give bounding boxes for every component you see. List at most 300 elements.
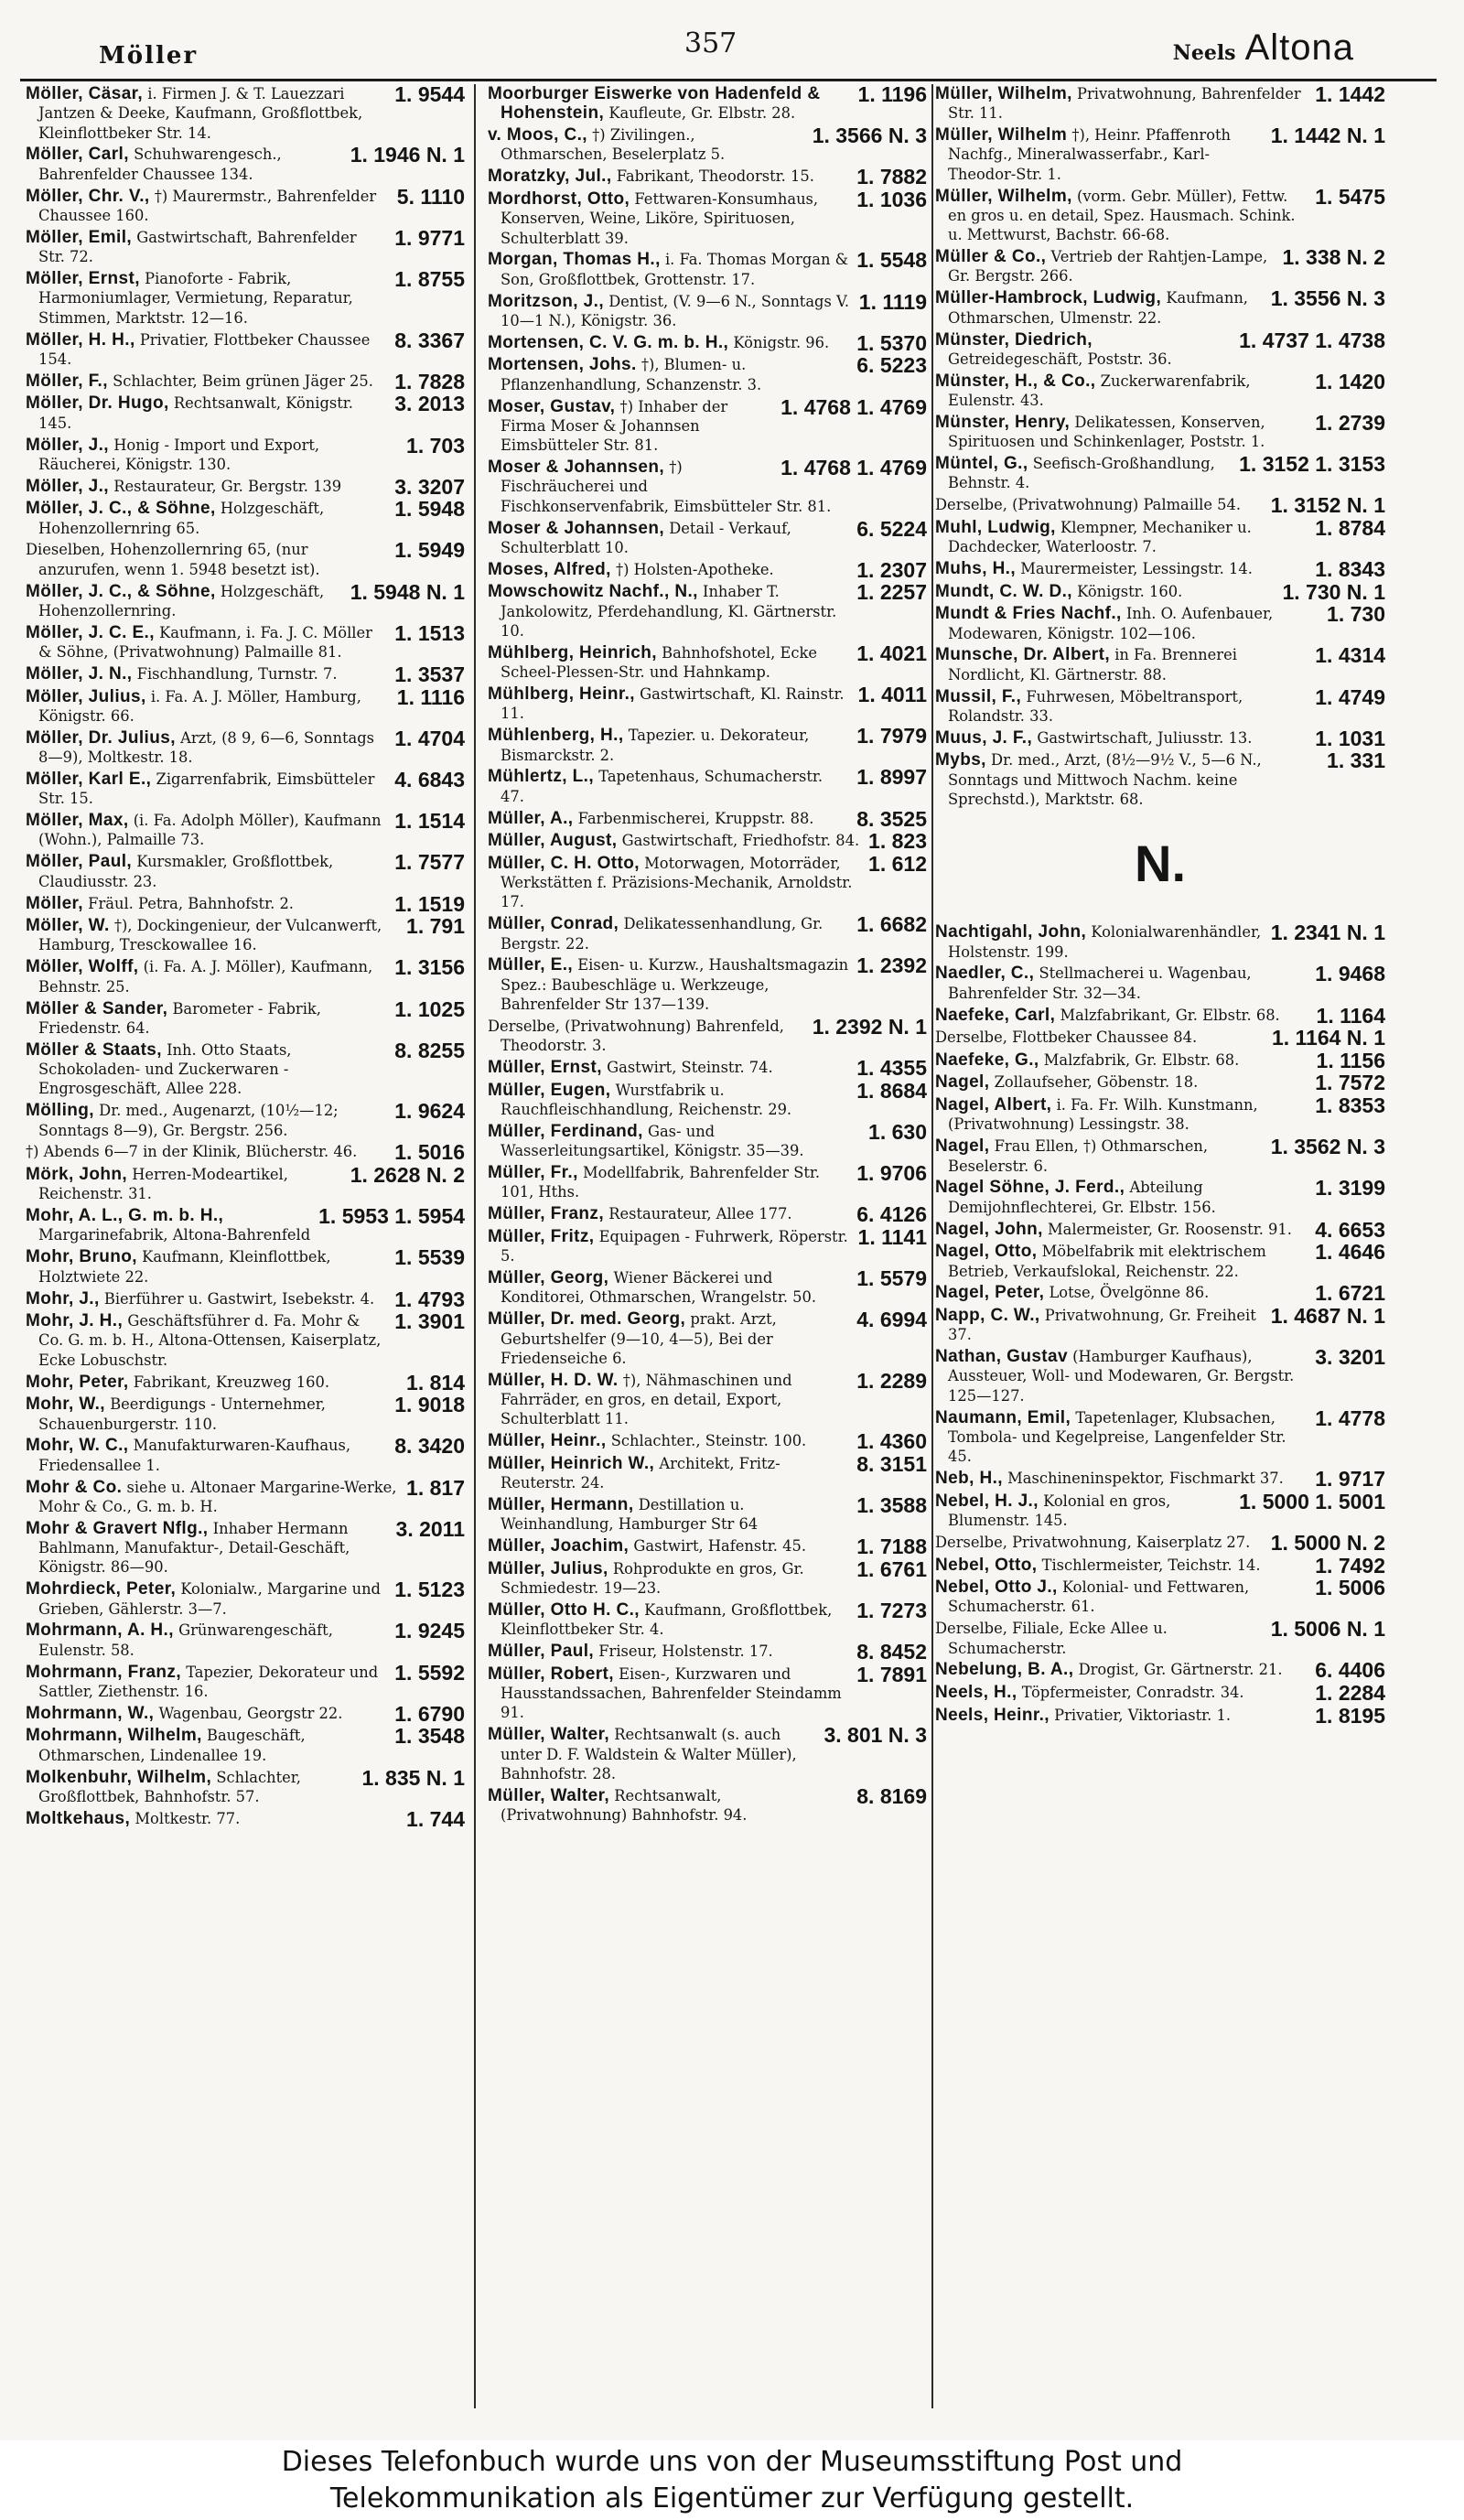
phone-number: 1. 2257 — [856, 580, 927, 605]
phone-number: 6. 5223 — [856, 353, 927, 378]
entry-details: Königstr. 96. — [733, 333, 830, 351]
entry-name: Moorburger Eiswerke von Hadenfeld & Hohenstein, — [488, 84, 821, 124]
directory-entry — [26, 330, 465, 370]
directory-entry — [26, 852, 465, 891]
entry-details: Tapezier. u. Dekorateur, Bismarckstr. 2. — [501, 727, 810, 764]
entry-details: †), Nähmaschinen und Fahrräder, en gros, en detail, Export, Schulterblatt 11. — [501, 1371, 792, 1428]
entry-details: Drogist, Gr. Gärtnerstr. 21. — [1078, 1661, 1283, 1679]
entry-details: i. Fa. Fr. Wilh. Kunstmann, (Privatwohnung) Lessingstr. 38. — [948, 1096, 1258, 1134]
phone-number: 1. 814 — [406, 1370, 465, 1395]
directory-entry — [26, 662, 465, 687]
phone-number: 1. 730 — [1327, 602, 1385, 627]
directory-entry — [935, 964, 1385, 1003]
entry-name: Nachtigahl, John, — [935, 922, 1087, 942]
entry-name: Naefeke, G., — [935, 1050, 1039, 1070]
phone-number: 1. 9018 — [394, 1393, 465, 1417]
entry-details: Margarinefabrik, Altona-Bahrenfeld — [38, 1226, 311, 1244]
directory-entry — [26, 84, 465, 143]
directory-entry — [935, 1178, 1385, 1217]
entry-details: Tischlermeister, Teichstr. 14. — [1041, 1556, 1261, 1574]
entry-name: Möller, Karl E., — [26, 770, 152, 789]
entry-details: Rechtsanwalt, Königstr. 145. — [38, 394, 353, 432]
phone-number: 1. 3537 — [394, 662, 465, 687]
entry-name: Moses, Alfred, — [488, 559, 611, 579]
phone-number: 1. 9624 — [394, 1099, 465, 1124]
entry-details: Möbelfabrik mit elektrischem Betrieb, Verkaufslokal, Reichenstr. 22. — [948, 1243, 1266, 1280]
directory-entry — [488, 582, 927, 641]
entry-name: Nagel, — [935, 1136, 990, 1157]
entry-details: †), Dockingenieur, der Vulcanwerft, Hamburg, Tresckowallee 16. — [38, 917, 382, 954]
entry-name: Müller, Heinrich W., — [488, 1453, 655, 1473]
phone-number: 1. 8997 — [856, 765, 927, 790]
directory-entry — [935, 1489, 1385, 1531]
directory-entry — [935, 1681, 1385, 1706]
entry-details: Beerdigungs - Unternehmer, Schauenburgerstr. 110. — [38, 1395, 326, 1433]
phone-number: 1. 9245 — [394, 1619, 465, 1643]
entry-name: Nebel, Otto, — [935, 1555, 1038, 1575]
entry-name: Müller, Walter, — [488, 1725, 610, 1745]
entry-name: Müller, A., — [488, 808, 574, 828]
entry-name: Naedler, C., — [935, 964, 1035, 984]
phone-number: 1. 8684 — [856, 1078, 927, 1103]
entry-name: Möller, Chr. V., — [26, 186, 150, 206]
entry-name: Mühlberg, Heinr., — [488, 684, 635, 705]
entry-name: Möller, F., — [26, 371, 108, 391]
entry-details: (i. Fa. A. J. Möller), Kaufmann, Behnstr. 25. — [38, 958, 373, 996]
entry-details: Malzfabrik, Gr. Elbstr. 68. — [1043, 1050, 1240, 1069]
entry-details: Dr. med., Arzt, (8½—9½ V., 5—6 N., Sonntags und Mittwoch Nachm. keine Sprechstd.), Marktstr. 68. — [948, 751, 1262, 808]
directory-entry — [935, 557, 1385, 582]
directory-entry — [26, 1806, 465, 1831]
entry-details: Fischhandlung, Turnstr. 7. — [136, 665, 338, 684]
directory-entry — [935, 1028, 1385, 1048]
phone-number: 1. 817 — [406, 1475, 465, 1500]
directory-entry — [488, 643, 927, 683]
entry-name: Mortensen, Johs. — [488, 355, 637, 375]
phone-number: 3. 2013 — [394, 392, 465, 416]
entry-name: Nagel, Otto, — [935, 1242, 1038, 1262]
entry-name: Müller, Fritz, — [488, 1226, 595, 1246]
directory-entry — [488, 1664, 927, 1723]
directory-entry — [488, 1451, 927, 1493]
entry-details: Vertrieb der Rahtjen-Lampe, Gr. Bergstr. 266. — [948, 248, 1268, 285]
phone-number: 1. 9468 — [1315, 962, 1385, 986]
entry-name: Münster, H., & Co., — [935, 371, 1096, 391]
phone-number: 1. 6682 — [856, 912, 927, 937]
entry-name: Mühlertz, L., — [488, 767, 595, 787]
phone-number: 1. 1141 — [857, 1224, 927, 1249]
phone-number: 1. 4768 1. 4769 — [780, 456, 927, 480]
header-rule — [20, 79, 1437, 81]
entry-name: Möller, Emil, — [26, 227, 133, 247]
entry-name: Mussil, F., — [935, 686, 1022, 706]
entry-details: Tapetenlager, Klubsachen, Tombola- und Kegelpreise, Langenfelder Str. 45. — [948, 1408, 1286, 1466]
directory-entry — [26, 433, 465, 475]
directory-entry — [488, 1056, 927, 1081]
directory-entry — [488, 1224, 927, 1266]
entry-details: Herren-Modeartikel, Reichenstr. 31. — [38, 1165, 288, 1203]
phone-number: 6. 4126 — [856, 1202, 927, 1227]
directory-entry — [26, 145, 465, 184]
directory-entry — [26, 393, 465, 433]
entry-details: Lotse, Övelgönne 86. — [1049, 1284, 1210, 1302]
entry-name: Muhl, Ludwig, — [935, 517, 1056, 537]
entry-details: Töpfermeister, Conradstr. 34. — [1021, 1684, 1244, 1702]
phone-number: 1. 3562 N. 3 — [1270, 1135, 1385, 1159]
directory-entry — [26, 1247, 465, 1287]
entry-name: Müntel, G., — [935, 454, 1028, 474]
phone-number: 1. 730 N. 1 — [1282, 579, 1385, 604]
entry-details: Restaurateur, Allee 177. — [608, 1205, 792, 1223]
entry-name: Müller, Hermann, — [488, 1495, 634, 1514]
entry-details: prakt. Arzt, Geburtshelfer (9—10, 4—5), Bei der Friedenseiche 6. — [501, 1310, 777, 1367]
directory-entry — [488, 1600, 927, 1640]
entry-details: Bahnhofshotel, Ecke Scheel-Plessen-Str. und Hahnkamp. — [501, 643, 817, 682]
entry-name: Müller, Otto H. C., — [488, 1599, 640, 1620]
directory-entry — [26, 1516, 465, 1578]
entry-details: Privatwohnung, Bahrenfelder Str. 11. — [948, 85, 1301, 123]
directory-entry — [935, 1578, 1385, 1617]
directory-entry — [935, 728, 1385, 748]
entry-details: Eisen- u. Kurzw., Haushaltsmagazin Spez.: Baubeschläge u. Werkzeuge, Bahrenfelder Str 137—139. — [501, 956, 849, 1014]
entry-details: siehe u. Altonaer Margarine-Werke, Mohr & Co., G. m. b. H. — [38, 1478, 397, 1515]
entry-details: Inhaber T. Jankolowitz, Pferdehandlung, Kl. Gärtnerstr. 10. — [501, 583, 837, 640]
directory-entry — [26, 916, 465, 955]
phone-number: 1. 7882 — [856, 165, 927, 189]
directory-entry — [488, 1642, 927, 1662]
directory-entry — [935, 1303, 1385, 1345]
phone-number: 1. 4768 1. 4769 — [780, 394, 927, 419]
entry-details: Malzfabrikant, Gr. Elbstr. 68. — [1060, 1006, 1280, 1024]
phone-number: 1. 2739 — [1315, 410, 1385, 435]
directory-entry — [935, 579, 1385, 604]
entry-details: Privatier, Viktoriastr. 1. — [1054, 1706, 1232, 1724]
entry-name: Nagel, John, — [935, 1219, 1043, 1239]
directory-entry — [935, 1530, 1385, 1555]
entry-name: Mybs, — [935, 750, 986, 770]
entry-details: Schlachter., Steinstr. 100. — [610, 1432, 807, 1450]
page-number: 357 — [684, 27, 737, 59]
entry-name: Möller, Paul, — [26, 852, 133, 872]
entry-details: Tapetenhaus, Schumacherstr. 47. — [501, 768, 824, 805]
phone-number: 1. 7273 — [856, 1598, 927, 1622]
entry-name: Mohrmann, A. H., — [26, 1621, 174, 1641]
phone-number: 1. 835 N. 1 — [361, 1765, 465, 1790]
entry-details: Derselbe, Flottbeker Chaussee 84. — [935, 1028, 1198, 1047]
phone-number: 1. 5000 1. 5001 — [1239, 1489, 1385, 1513]
entry-details: Barometer - Fabrik, Friedenstr. 64. — [38, 999, 321, 1037]
phone-number: 1. 9717 — [1315, 1467, 1385, 1492]
directory-entry — [935, 84, 1385, 124]
phone-number: 1. 4355 — [856, 1056, 927, 1081]
entry-name: Müller-Hambrock, Ludwig, — [935, 288, 1162, 308]
directory-entry — [26, 1765, 465, 1807]
entry-name: Mölling, — [26, 1101, 94, 1121]
phone-number: 5. 1110 — [396, 184, 465, 209]
directory-entry — [488, 767, 927, 806]
phone-number: 1. 4793 — [394, 1287, 465, 1311]
directory-entry — [26, 957, 465, 996]
entry-name: Möller, Dr. Hugo, — [26, 393, 169, 414]
phone-number: 1. 7188 — [856, 1535, 927, 1559]
entry-details: Architekt, Fritz-Reuterstr. 24. — [501, 1454, 780, 1492]
entry-name: Morgan, Thomas H., — [488, 250, 661, 270]
entry-name: Moser, Gustav, — [488, 396, 616, 416]
directory-entry — [935, 750, 1385, 809]
phone-number: 4. 6653 — [1315, 1217, 1385, 1242]
entry-details: Kaufmann, Großflottbek, Kleinflottbeker Str. 4. — [501, 1600, 833, 1639]
entry-details: Eisen-, Kurzwaren und Hausstandssachen, Bahrenfelder Steindamm 91. — [501, 1664, 842, 1722]
entry-details: i. Fa. A. J. Möller, Hamburg, Königstr. 66. — [38, 687, 361, 725]
entry-details: Motorwagen, Motorräder, Werkstätten f. Präzisions-Mechanik, Arnoldstr. 17. — [501, 854, 853, 911]
entry-name: Muhs, H., — [935, 559, 1017, 579]
directory-entry — [935, 515, 1385, 557]
entry-name: Müller, August, — [488, 831, 618, 851]
entry-details: Wagenbau, Georgstr 22. — [158, 1704, 343, 1722]
directory-entry — [935, 684, 1385, 727]
entry-name: Möller, J., — [26, 435, 109, 455]
entry-name: Müller, Wilhelm, — [935, 186, 1072, 206]
entry-details: Gastwirt, Steinstr. 74. — [607, 1059, 773, 1077]
directory-entry — [935, 1136, 1385, 1176]
directory-entry — [26, 1370, 465, 1395]
entry-name: Möller, J. C., & Söhne, — [26, 499, 216, 519]
entry-name: v. Moos, C., — [488, 125, 587, 145]
phone-number: 1. 7891 — [856, 1662, 927, 1686]
phone-number: 1. 3588 — [856, 1493, 927, 1517]
entry-details: Zigarrenfabrik, Eimsbütteler Str. 15. — [38, 770, 375, 808]
phone-number: 1. 2392 N. 1 — [812, 1014, 927, 1039]
entry-details: Moltkestr. 77. — [135, 1809, 241, 1827]
directory-entry — [488, 250, 927, 289]
entry-name: Napp, C. W., — [935, 1305, 1040, 1325]
phone-number: 1. 1164 — [1316, 1003, 1385, 1028]
directory-entry — [26, 1395, 465, 1434]
phone-number: 1. 4687 N. 1 — [1270, 1303, 1385, 1328]
phone-number: 4. 6994 — [856, 1308, 927, 1332]
directory-entry — [488, 955, 927, 1014]
directory-entry — [488, 1783, 927, 1825]
entry-name: Mohr, Peter, — [26, 1372, 129, 1392]
entry-name: Moritzson, J., — [488, 291, 604, 311]
entry-details: Schuhwarengesch., Bahrenfelder Chaussee 134. — [38, 145, 282, 183]
entry-name: Möller, J. C. E., — [26, 622, 155, 642]
directory-entry — [26, 269, 465, 328]
entry-details: Farbenmischerei, Kruppstr. 88. — [577, 809, 814, 827]
entry-details: Honig - Import und Export, Räucherei, Königstr. 130. — [38, 436, 320, 473]
entry-details: i. Firmen J. & T. Lauezzari Jantzen & Deeke, Kaufmann, Großflottbek, Kleinflottbeker Str. 14. — [38, 85, 363, 142]
entry-details: Gastwirtschaft, Bahrenfelder Str. 72. — [38, 228, 357, 266]
phone-number: 1. 3556 N. 3 — [1270, 286, 1385, 311]
directory-entry — [26, 1660, 465, 1702]
directory-entry — [935, 1658, 1385, 1683]
directory-entry — [26, 1311, 465, 1370]
entry-details: Bierführer u. Gastwirt, Isebekstr. 4. — [103, 1289, 375, 1308]
directory-entry — [935, 1217, 1385, 1242]
entry-name: Müller, C. H. Otto, — [488, 853, 640, 873]
entry-details: Derselbe, (Privatwohnung) Bahrenfeld, Theodorstr. 3. — [488, 1017, 784, 1055]
phone-number: 1. 8343 — [1315, 557, 1385, 582]
phone-number: 1. 5548 — [856, 248, 927, 273]
entry-details: Zuckerwarenfabrik, Eulenstr. 43. — [948, 372, 1251, 410]
phone-number: 1. 5006 N. 1 — [1270, 1617, 1385, 1642]
phone-number: 1. 9771 — [394, 225, 465, 250]
phone-number: 4. 6843 — [394, 768, 465, 792]
phone-number: 1. 5579 — [856, 1266, 927, 1291]
entry-details: Dentist, (V. 9—6 N., Sonntags V. 10—1 N.), Königstr. 36. — [501, 292, 850, 329]
directory-entry — [935, 1095, 1385, 1135]
phone-number: 1. 1196 — [857, 84, 927, 106]
entry-name: Mordhorst, Otto, — [488, 188, 630, 209]
phone-number: 8. 8452 — [856, 1640, 927, 1664]
entry-name: Mohrdieck, Peter, — [26, 1579, 177, 1599]
phone-number: 1. 4646 — [1315, 1240, 1385, 1265]
entry-details: Derselbe, (Privatwohnung) Palmaille 54. — [935, 496, 1242, 514]
entry-name: Mühlenberg, H., — [488, 726, 624, 746]
entry-details: †) Maurermstr., Bahrenfelder Chaussee 160. — [38, 187, 377, 224]
phone-number: 1. 2284 — [1315, 1681, 1385, 1706]
phone-number: 1. 3199 — [1315, 1176, 1385, 1201]
entry-name: Müller, Eugen, — [488, 1080, 611, 1100]
phone-number: 1. 703 — [406, 433, 465, 458]
directory-entry — [26, 1289, 465, 1309]
entry-name: Möller & Staats, — [26, 1039, 162, 1060]
directory-entry — [26, 620, 465, 662]
directory-entry — [935, 1619, 1385, 1658]
directory-entry — [488, 1495, 927, 1535]
entry-details: Kolonial en gros, Blumenstr. 145. — [948, 1492, 1171, 1530]
phone-number: 1. 612 — [868, 851, 927, 876]
entry-details: Schlachter, Großflottbek, Bahnhofstr. 57. — [38, 1768, 301, 1805]
entry-details: Klempner, Mechaniker u. Dachdecker, Waterloostr. 7. — [948, 518, 1252, 556]
entry-name: Muus, J. F., — [935, 727, 1033, 748]
directory-entry — [26, 1206, 465, 1245]
entry-details: Kaufmann, i. Fa. J. C. Möller & Söhne, (Privatwohnung) Palmaille 81. — [38, 623, 372, 662]
entry-details: Dieselben, Hohenzollernring 65, (nur anzurufen, wenn 1. 5948 besetzt ist). — [26, 541, 320, 578]
entry-name: Nagel, Peter, — [935, 1283, 1045, 1303]
phone-number: 3. 2011 — [395, 1516, 465, 1541]
entry-details: Getreidegeschäft, Poststr. 36. — [948, 350, 1172, 368]
entry-details: Inh. O. Aufenbauer, Modewaren, Königstr. 102—106. — [948, 605, 1274, 642]
entry-details: Friseur, Holstenstr. 17. — [598, 1642, 773, 1661]
phone-number: 1. 1442 N. 1 — [1270, 124, 1385, 148]
phone-number: 1. 7577 — [394, 850, 465, 875]
entry-details: Schlachter, Beim grünen Jäger 25. — [113, 372, 373, 390]
phone-number: 1. 2289 — [856, 1368, 927, 1393]
entry-name: Naumann, Emil, — [935, 1407, 1071, 1427]
entry-name: Möller, Ernst, — [26, 269, 140, 289]
directory-entry — [26, 369, 465, 393]
entry-name: Neb, H., — [935, 1469, 1003, 1489]
phone-number: 1. 4021 — [856, 641, 927, 665]
phone-number: 1. 5948 N. 1 — [350, 579, 465, 604]
directory-entry — [26, 225, 465, 267]
phone-number: 1. 1946 N. 1 — [350, 143, 465, 167]
phone-number: 1. 8755 — [394, 267, 465, 292]
directory-entry — [935, 410, 1385, 452]
entry-name: Molkenbuhr, Wilhelm, — [26, 1767, 212, 1787]
entry-name: Müller, Joachim, — [488, 1536, 630, 1556]
footer-line-2: Telekommunikation als Eigentümer zur Verfügung gestellt. — [329, 2482, 1135, 2515]
phone-number: 1. 823 — [868, 829, 927, 854]
entry-details: Kolonial- und Fettwaren, Schumacherstr. 61. — [948, 1578, 1250, 1616]
entry-name: Nebel, H. J., — [935, 1491, 1039, 1511]
directory-entry — [488, 458, 927, 516]
directory-entry — [488, 1078, 927, 1120]
directory-entry — [26, 996, 465, 1039]
directory-entry — [488, 1202, 927, 1227]
entry-details: Rohprodukte en gros, Gr. Schmiedestr. 19—23. — [501, 1559, 804, 1598]
phone-number: 1. 331 — [1327, 748, 1385, 773]
entry-details: Kaufmann, Kleinflottbek, Holztwiete 22. — [38, 1248, 331, 1286]
entry-name: Nagel Söhne, J. Ferd., — [935, 1178, 1125, 1198]
entry-details: Holzgeschäft, Hohenzollernring. — [38, 582, 325, 619]
phone-number: 8. 8169 — [856, 1783, 927, 1808]
entry-name: Mundt, C. W. D., — [935, 581, 1072, 601]
phone-number: 1. 5592 — [394, 1660, 465, 1685]
entry-name: Möller, J., — [26, 476, 109, 496]
entry-details: †) Fischräucherei und Fischkonservenfabrik, Eimsbütteler Str. 81. — [501, 458, 832, 515]
directory-entry — [488, 914, 927, 953]
header-last-name: Neels — [1172, 41, 1236, 65]
directory-entry — [488, 1368, 927, 1429]
entry-details: Pianoforte - Fabrik, Harmoniumlager, Vermietung, Reparatur, Stimmen, Marktstr. 12—16. — [38, 270, 353, 327]
entry-name: Mohr, W. C., — [26, 1436, 129, 1456]
entry-details: Grünwarengeschäft, Eulenstr. 58. — [38, 1621, 333, 1659]
directory-entry — [26, 1162, 465, 1204]
entry-details: Destillation u. Weinhandlung, Hamburger Str 64 — [501, 1496, 759, 1534]
phone-number: 1. 1164 N. 1 — [1271, 1026, 1385, 1050]
directory-entry — [488, 289, 927, 331]
entry-name: Möller, Wolff, — [26, 957, 139, 977]
entry-details: Zollaufseher, Göbenstr. 18. — [994, 1073, 1199, 1092]
directory-entry — [935, 645, 1385, 684]
column-divider — [931, 84, 933, 2408]
phone-number: 1. 1119 — [858, 289, 927, 314]
entry-name: Möller, H. H., — [26, 329, 135, 350]
directory-entry — [26, 1475, 465, 1517]
directory-entry — [26, 579, 465, 621]
directory-entry — [488, 189, 927, 248]
entry-details: (i. Fa. Adolph Möller), Kaufmann (Wohn.), Palmaille 73. — [38, 812, 382, 849]
entry-details: in Fa. Brennerei Nordlicht, Kl. Gärtnerstr. 88. — [948, 646, 1237, 684]
footer-notice — [0, 2440, 1464, 2520]
directory-entry — [488, 1429, 927, 1454]
footer-line-1: Dieses Telefonbuch wurde uns von der Museumsstiftung Post und — [281, 2446, 1183, 2478]
phone-number: 1. 744 — [406, 1806, 465, 1831]
directory-entry — [935, 1347, 1385, 1405]
entry-name: Mohr, A. L., G. m. b. H., — [26, 1206, 224, 1226]
phone-number: 1. 5539 — [394, 1245, 465, 1270]
entry-details: Gastwirtschaft, Juliusstr. 13. — [1037, 728, 1253, 747]
directory-entry — [935, 1703, 1385, 1728]
directory-entry — [935, 1467, 1385, 1492]
directory-entry — [26, 728, 465, 768]
entry-name: Mowschowitz Nachf., N., — [488, 582, 698, 602]
phone-number: 1. 5370 — [856, 330, 927, 355]
entry-details: Fettwaren-Konsumhaus, Konserven, Weine, Liköre, Spirituosen, Schulterblatt 39. — [501, 189, 819, 247]
phone-number: 1. 1036 — [856, 187, 927, 211]
phone-number: 1. 4778 — [1315, 1405, 1385, 1430]
phone-number: 1. 9706 — [856, 1161, 927, 1186]
directory-entry — [935, 1553, 1385, 1578]
entry-details: (vorm. Gebr. Müller), Fettw. en gros u. en detail, Spez. Hausmach. Schink. u. Mettwurst, Bachstr. 66-68. — [948, 187, 1296, 244]
entry-details: Gastwirtschaft, Friedhofstr. 84. — [621, 832, 860, 850]
directory-entry — [26, 1726, 465, 1765]
phone-number: 1. 5948 — [394, 497, 465, 522]
entry-details: Derselbe, Filiale, Ecke Allee u. Schumacherstr. — [935, 1620, 1168, 1657]
directory-entry — [488, 1119, 927, 1161]
